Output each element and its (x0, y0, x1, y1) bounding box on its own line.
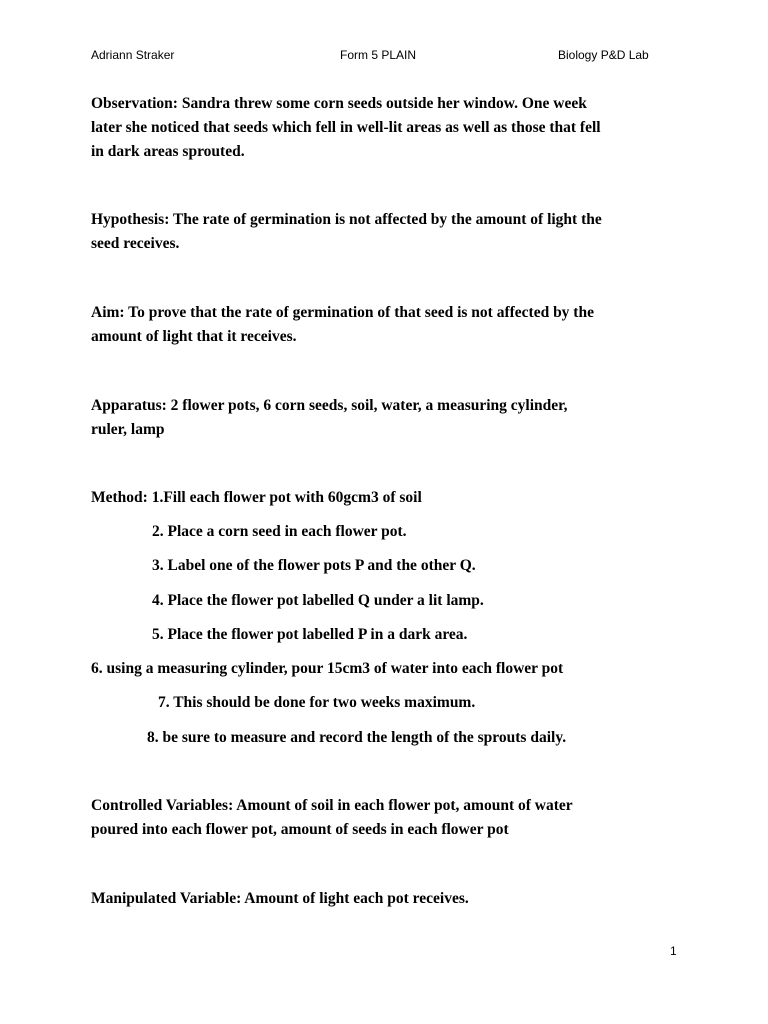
method-step-1: Method: 1.Fill each flower pot with 60gcm3 of soil (91, 489, 422, 506)
header-subject: Biology P&D Lab (558, 48, 649, 62)
manipulated-variable-line-1: Manipulated Variable: Amount of light each pot receives. (91, 890, 469, 907)
apparatus-line-2: ruler, lamp (91, 421, 165, 438)
aim-line-1: Aim: To prove that the rate of germination of that seed is not affected by the (91, 304, 594, 321)
aim-line-2: amount of light that it receives. (91, 328, 297, 345)
method-step-4: 4. Place the flower pot labelled Q under a lit lamp. (152, 592, 484, 609)
method-step-3: 3. Label one of the flower pots P and the other Q. (152, 557, 476, 574)
page-header (0, 48, 768, 68)
apparatus-line-1: Apparatus: 2 flower pots, 6 corn seeds, soil, water, a measuring cylinder, (91, 397, 568, 414)
method-step-2: 2. Place a corn seed in each flower pot. (152, 523, 407, 540)
header-class: Form 5 PLAIN (340, 48, 417, 62)
page-number: 1 (670, 944, 677, 958)
controlled-variables-line-1: Controlled Variables: Amount of soil in each flower pot, amount of water (91, 797, 573, 814)
method-step-7: 7. This should be done for two weeks maximum. (158, 694, 476, 711)
observation-line-3: in dark areas sprouted. (91, 143, 245, 160)
method-step-6: 6. using a measuring cylinder, pour 15cm3 of water into each flower pot (91, 660, 564, 677)
observation-line-2: later she noticed that seeds which fell in well-lit areas as well as those that fell (91, 119, 601, 136)
hypothesis-line-2: seed receives. (91, 235, 180, 252)
observation-line-1: Observation: Sandra threw some corn seeds outside her window. One week (91, 95, 587, 112)
method-step-8: 8. be sure to measure and record the length of the sprouts daily. (147, 729, 567, 746)
hypothesis-line-1: Hypothesis: The rate of germination is not affected by the amount of light the (91, 211, 602, 228)
controlled-variables-line-2: poured into each flower pot, amount of seeds in each flower pot (91, 821, 509, 838)
header-author: Adriann Straker (91, 48, 175, 62)
method-step-5: 5. Place the flower pot labelled P in a dark area. (152, 626, 468, 643)
